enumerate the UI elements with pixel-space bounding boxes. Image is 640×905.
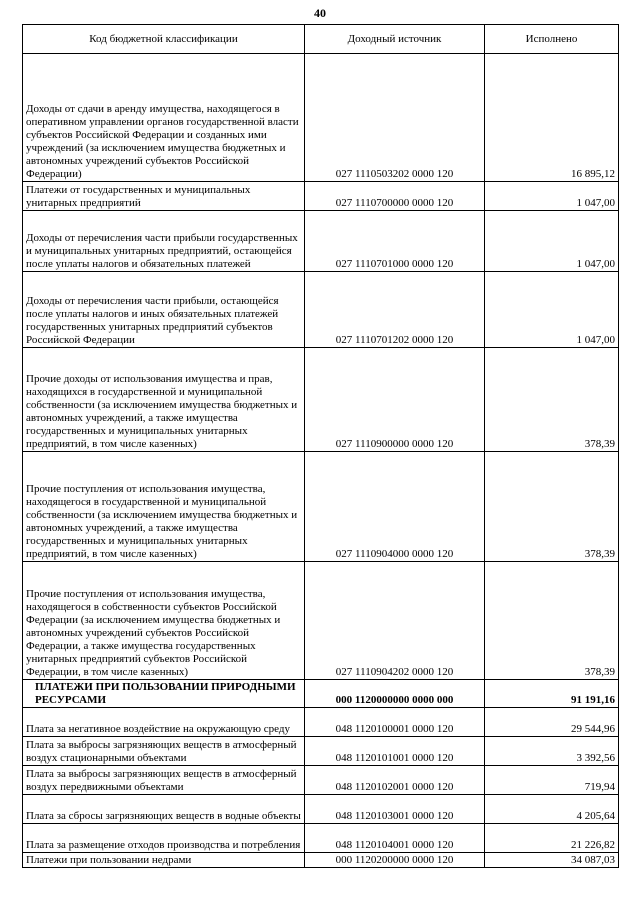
- row-value: 4 205,64: [485, 795, 619, 824]
- row-value: 21 226,82: [485, 824, 619, 853]
- row-value: 378,39: [485, 348, 619, 452]
- row-value: 378,39: [485, 562, 619, 680]
- row-value: 1 047,00: [485, 182, 619, 211]
- row-code: 048 1120101001 0000 120: [305, 737, 485, 766]
- row-name: Платежи при пользовании недрами: [23, 853, 305, 868]
- row-name: Плата за выбросы загрязняющих веществ в атмосферный воздух стационарными объектами: [23, 737, 305, 766]
- table-row: [23, 182, 619, 211]
- table-row: [23, 272, 619, 348]
- page-number: 40: [314, 6, 326, 20]
- header-executed: Исполнено: [485, 25, 619, 54]
- row-value: 16 895,12: [485, 54, 619, 182]
- row-name: Прочие поступления от использования имущества, находящегося в государственной и муниципальной собственности (за исключением имущества бюджетных и автономных учреждений, а также имущества государственных и муниципальных унитарных предприятий, в том числе казенных): [23, 452, 305, 562]
- row-value: 1 047,00: [485, 272, 619, 348]
- row-code: 048 1120104001 0000 120: [305, 824, 485, 853]
- row-name: Прочие поступления от использования имущества, находящегося в собственности субъектов Российской Федерации (за исключением имущества бюджетных и автономных учреждений субъектов Российской Федерации, а также имущества государственных унитарных предприятий субъектов Российской Федерации, в том числе казенных): [23, 562, 305, 680]
- table-row: [23, 824, 619, 853]
- table-row: [23, 54, 619, 182]
- row-value: 719,94: [485, 766, 619, 795]
- row-value: 34 087,03: [485, 853, 619, 868]
- table-row: [23, 211, 619, 272]
- header-source: Доходный источник: [305, 25, 485, 54]
- budget-table: [22, 24, 619, 868]
- table-row: [23, 348, 619, 452]
- row-code: 048 1120102001 0000 120: [305, 766, 485, 795]
- table-row: [23, 737, 619, 766]
- row-value: 3 392,56: [485, 737, 619, 766]
- row-code: 048 1120100001 0000 120: [305, 708, 485, 737]
- table-row: [23, 853, 619, 868]
- row-value: 91 191,16: [485, 680, 619, 708]
- row-name: ПЛАТЕЖИ ПРИ ПОЛЬЗОВАНИИ ПРИРОДНЫМИ РЕСУРСАМИ: [23, 680, 305, 708]
- row-name: Доходы от сдачи в аренду имущества, находящегося в оперативном управлении органов государственной власти субъектов Российской Федерации и созданных ими учреждений (за исключением имущества бюджетных и автономных учреждений субъектов Российской Федерации): [23, 54, 305, 182]
- row-value: 378,39: [485, 452, 619, 562]
- header-code: Код бюджетной классификации: [23, 25, 305, 54]
- row-name: Плата за выбросы загрязняющих веществ в атмосферный воздух передвижными объектами: [23, 766, 305, 795]
- row-code: 027 1110701000 0000 120: [305, 211, 485, 272]
- row-name: Плата за негативное воздействие на окружающую среду: [23, 708, 305, 737]
- table-row-section: [23, 680, 619, 708]
- row-code: 000 1120200000 0000 120: [305, 853, 485, 868]
- row-code: 027 1110700000 0000 120: [305, 182, 485, 211]
- table-row: [23, 562, 619, 680]
- table-header: [23, 25, 619, 54]
- row-code: 027 1110701202 0000 120: [305, 272, 485, 348]
- row-name: Плата за размещение отходов производства и потребления: [23, 824, 305, 853]
- table-row: [23, 452, 619, 562]
- row-code: 027 1110900000 0000 120: [305, 348, 485, 452]
- row-code: 000 1120000000 0000 000: [305, 680, 485, 708]
- row-name: Прочие доходы от использования имущества и прав, находящихся в государственной и муниципальной собственности (за исключением имущества бюджетных и автономных учреждений, а также имущества государственных и муниципальных унитарных предприятий, в том числе казенных): [23, 348, 305, 452]
- row-code: 027 1110904202 0000 120: [305, 562, 485, 680]
- row-code: 027 1110904000 0000 120: [305, 452, 485, 562]
- row-name: Плата за сбросы загрязняющих веществ в водные объекты: [23, 795, 305, 824]
- table-row: [23, 795, 619, 824]
- table-row: [23, 708, 619, 737]
- row-code: 048 1120103001 0000 120: [305, 795, 485, 824]
- row-value: 29 544,96: [485, 708, 619, 737]
- row-name: Доходы от перечисления части прибыли государственных и муниципальных унитарных предприятий, остающейся после уплаты налогов и обязательных платежей: [23, 211, 305, 272]
- table-row: [23, 766, 619, 795]
- row-code: 027 1110503202 0000 120: [305, 54, 485, 182]
- row-value: 1 047,00: [485, 211, 619, 272]
- row-name: Платежи от государственных и муниципальных унитарных предприятий: [23, 182, 305, 211]
- row-name: Доходы от перечисления части прибыли, остающейся после уплаты налогов и иных обязательных платежей государственных унитарных предприятий субъектов Российской Федерации: [23, 272, 305, 348]
